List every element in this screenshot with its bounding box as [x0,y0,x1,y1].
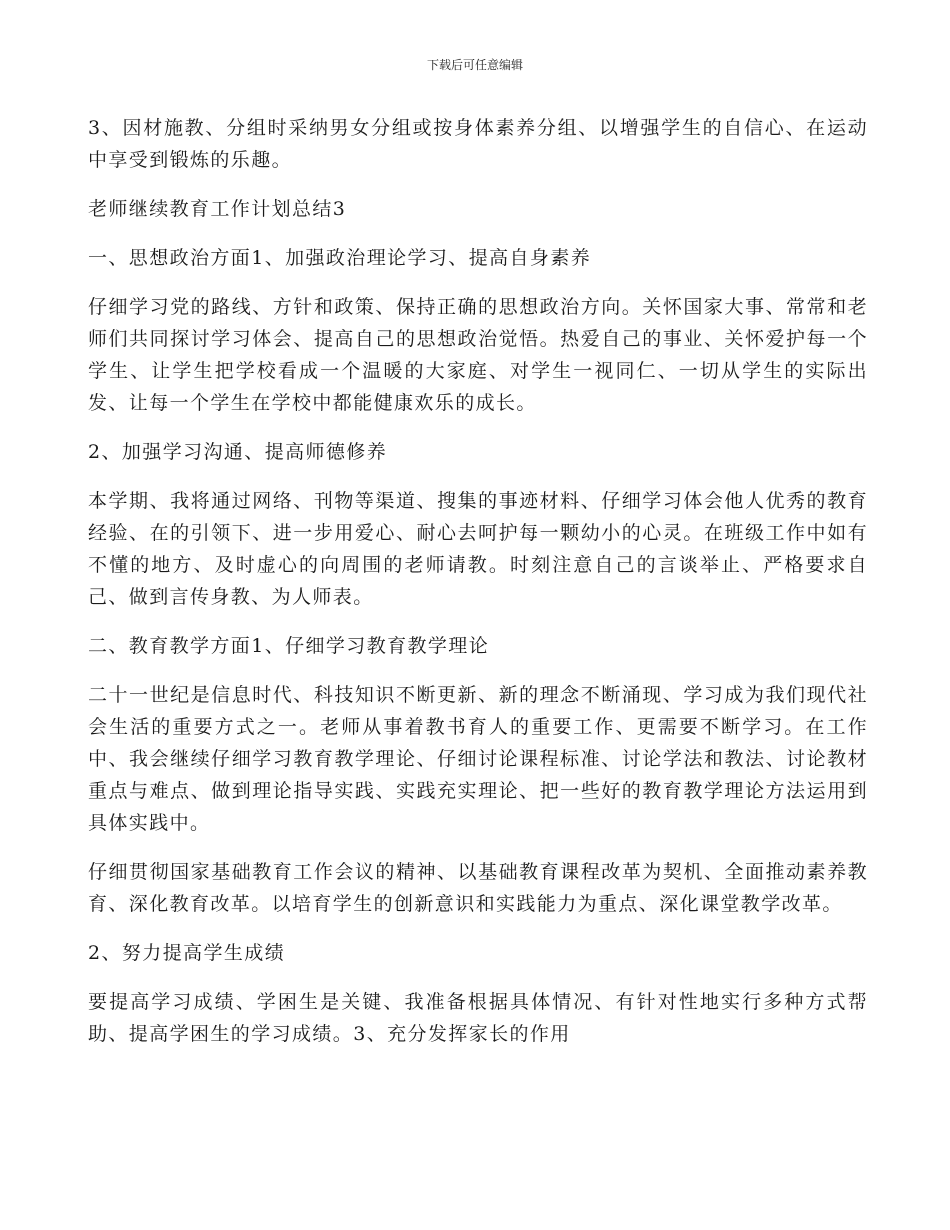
heading-improve-grades: 2、努力提高学生成绩 [88,942,286,964]
document-body [88,112,868,1067]
paragraph-this-semester: 本学期、我将通过网络、刊物等渠道、搜集的事迹材料、仔细学习体会他人优秀的教育经验、在的引领下、进一步用爱心、耐心去呵护每一颗幼小的心灵。在班级工作中如有不懂的地方、及时虚心的向周围的老师请教。时刻注意自己的言谈举止、严格要求自己、做到言传身教、为人师表。 [88,490,868,608]
heading-education-teaching: 二、教育教学方面1、仔细学习教育教学理论 [88,635,490,657]
heading-strengthen-communication: 2、加强学习沟通、提高师德修养 [88,441,388,463]
paragraph-information-age: 二十一世纪是信息时代、科技知识不断更新、新的理念不断涌现、学习成为我们现代社会生活的重要方式之一。老师从事着教书育人的重要工作、更需要不断学习。在工作中、我会继续仔细学习教育教学理论、仔细讨论课程标准、讨论学法和教法、讨论教材重点与难点、做到理论指导实践、实践充实理论、把一些好的教育教学理论方法运用到具体实践中。 [88,684,868,834]
paragraph-struggling-students: 要提高学习成绩、学困生是关键、我准备根据具体情况、有针对性地实行多种方式帮助、提高学困生的学习成绩。3、充分发挥家长的作用 [88,991,868,1045]
heading-ideology-politics: 一、思想政治方面1、加强政治理论学习、提高自身素养 [88,247,592,269]
page-header: 下载后可任意编辑 [426,58,523,72]
paragraph-study-party-line: 仔细学习党的路线、方针和政策、保持正确的思想政治方向。关怀国家大事、常常和老师们共同探讨学习体会、提高自己的思想政治觉悟。热爱自己的事业、关怀爱护每一个学生、让学生把学校看成一个温暖的大家庭、对学生一视同仁、一切从学生的实际出发、让每一个学生在学校中都能健康欢乐的成长。 [88,296,868,414]
section-title: 老师继续教育工作计划总结3 [88,198,347,220]
paragraph-implement-spirit: 仔细贯彻国家基础教育工作会议的精神、以基础教育课程改革为契机、全面推动素养教育、深化教育改革。以培育学生的创新意识和实践能力为重点、深化课堂教学改革。 [88,861,868,915]
paragraph-3-teaching-by-aptitude: 3、因材施教、分组时采纳男女分组或按身体素养分组、以增强学生的自信心、在运动中享受到锻炼的乐趣。 [88,117,868,171]
